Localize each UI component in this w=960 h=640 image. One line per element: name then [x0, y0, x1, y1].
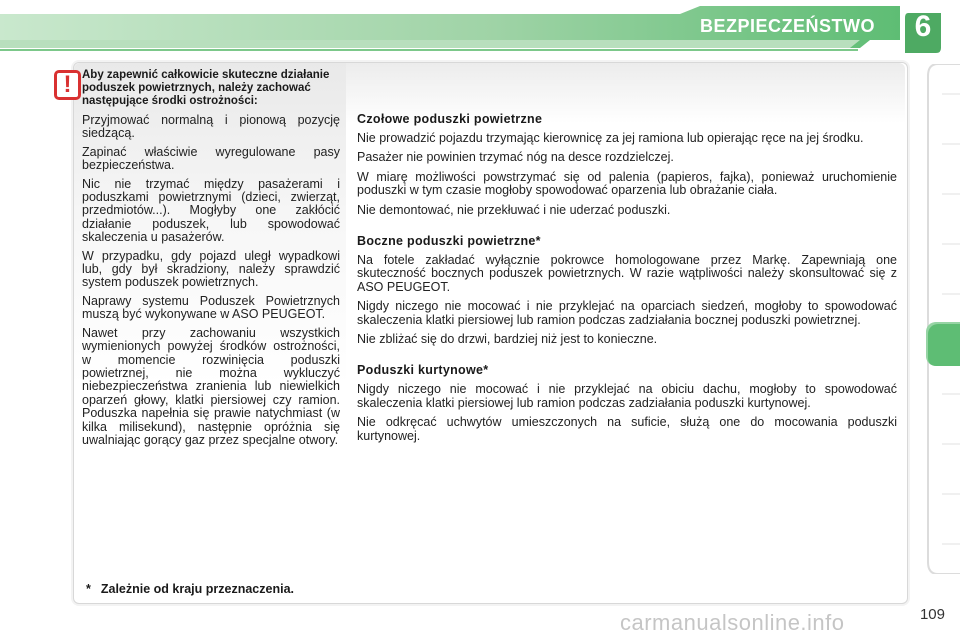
- thumb-tab-strip: [924, 64, 960, 574]
- watermark: carmanualsonline.info: [620, 610, 845, 635]
- warning-column: [82, 69, 340, 452]
- section-paragraph: W miarę możliwości powstrzymać się od palenia (papieros, fajka), ponieważ uruchomienie poduszki w tym czasie mogłoby spowodować oparzenia lub obrażanie ciała.: [357, 169, 897, 198]
- footnote-text: Zależnie od kraju przeznaczenia.: [100, 582, 294, 596]
- warning-paragraph: Naprawy systemu Poduszek Powietrznych muszą być wykonywane w ASO PEUGEOT.: [82, 293, 340, 322]
- warning-paragraph: Nic nie trzymać między pasażerami i poduszkami powietrznymi (dzieci, zwierząt, przedmiotów...). Mogłyby one zakłócić działanie poduszek, lub spowodować skaleczenia u pasażerów.: [82, 176, 340, 245]
- warning-paragraph: Przyjmować normalną i pionową pozycję siedzącą.: [82, 113, 340, 141]
- section-heading: Boczne poduszki powietrzne*: [357, 234, 541, 249]
- chapter-number: 6: [914, 10, 932, 43]
- section-paragraph: Nie prowadzić pojazdu trzymając kierownicę za jej ramiona lub opierając ręce na jej środku.: [357, 131, 864, 145]
- warning-paragraph: Zapinać właściwie wyregulowane pasy bezpieczeństwa.: [82, 144, 340, 173]
- section-paragraph: Nie zbliżać się do drzwi, bardziej niż jest to konieczne.: [357, 332, 658, 347]
- section-front-airbags: [357, 112, 897, 217]
- warning-paragraph: Nawet przy zachowaniu wszystkich wymienionych powyżej środków ostrożności, w momencie rozwinięcia poduszki powietrznej, nie można wykluczyć niebezpieczeństwa zranienia lub niewielkich oparzeń głowy, klatki piersiowej czy ramion. Poduszka napełnia się prawie natychmiast (w kilka milisekund), następnie opróżnia się uwalniając gorący gaz przez specjalne otwory.: [82, 325, 340, 447]
- section-paragraph: Nie odkręcać uchwytów umieszczonych na suficie, służą one do mocowania poduszki kurtynowej.: [357, 415, 897, 443]
- section-paragraph: Na fotele zakładać wyłącznie pokrowce homologowane przez Markę. Zapewniają one skuteczność bocznych poduszek powietrznych. W razie wątpliwości należy skonsultować się z ASO PEUGEOT.: [357, 253, 897, 294]
- warning-paragraph: W przypadku, gdy pojazd uległ wypadkowi lub, gdy był skradziony, należy sprawdzić system poduszek powietrznych.: [82, 248, 340, 290]
- footnote-star: *: [86, 582, 91, 596]
- main-column: [357, 112, 897, 460]
- section-heading: Poduszki kurtynowe*: [357, 363, 489, 378]
- warning-heading: Aby zapewnić całkowicie skuteczne działanie poduszek powietrznych, należy zachować następujące środki ostrożności:: [82, 69, 330, 107]
- section-paragraph: Nie demontować, nie przekłuwać i nie uderzać poduszki.: [357, 202, 671, 217]
- exclamation-warning-icon: !: [54, 70, 81, 100]
- thumb-tab-active[interactable]: [926, 322, 960, 366]
- section-paragraph: Nigdy niczego nie mocować i nie przyklejać na obiciu dachu, mogłoby to spowodować skaleczenia klatki piersiowej lub ramion podczas zadziałania poduszki kurtynowej.: [357, 382, 897, 410]
- chapter-title: BEZPIECZEŃSTWO: [700, 16, 876, 36]
- section-side-airbags: [357, 234, 897, 346]
- section-paragraph: Pasażer nie powinien trzymać nóg na desce rozdzielczej.: [357, 150, 674, 165]
- section-curtain-airbags: [357, 363, 897, 443]
- section-paragraph: Nigdy niczego nie mocować i nie przyklejać na oparciach siedzeń, mogłoby to spowodować skaleczenia klatki piersiowej lub ramion podczas zadziałania bocznej poduszki powietrznej.: [357, 299, 897, 327]
- footnote: [86, 582, 386, 596]
- section-heading: Czołowe poduszki powietrzne: [357, 112, 543, 126]
- page-number: 109: [919, 606, 945, 623]
